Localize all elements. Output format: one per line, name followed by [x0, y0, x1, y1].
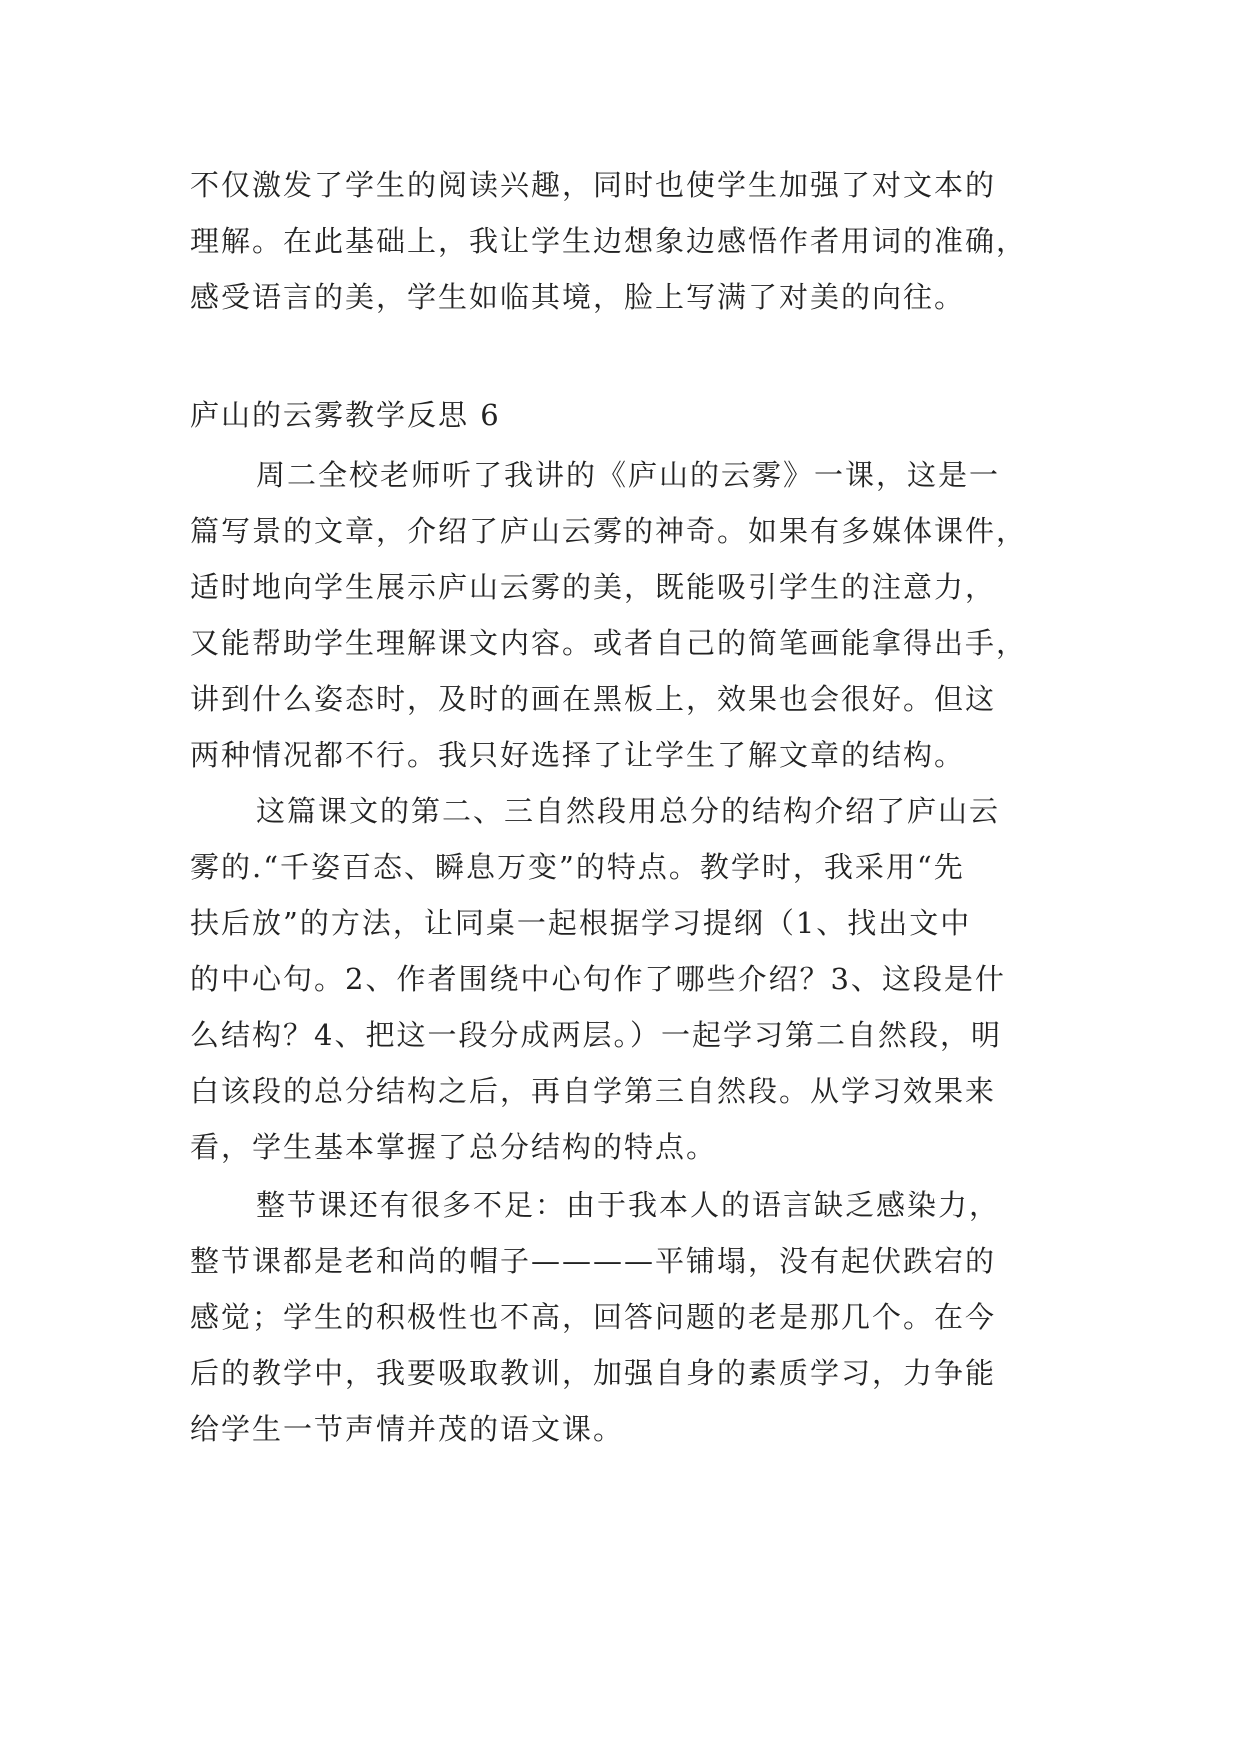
body-text-line: 扶后放”的方法，让同桌一起根据学习提纲（1、找出文中 [190, 906, 972, 940]
body-text-line: 给学生一节声情并茂的语文课。 [190, 1412, 625, 1446]
body-text-line: 白该段的总分结构之后，再自学第三自然段。从学习效果来 [190, 1074, 997, 1108]
body-text-line: 不仅激发了学生的阅读兴趣，同时也使学生加强了对文本的 [190, 168, 997, 202]
body-text-line: 讲到什么姿态时，及时的画在黑板上，效果也会很好。但这 [190, 682, 997, 716]
body-text-line: 又能帮助学生理解课文内容。或者自己的简笔画能拿得出手， [190, 626, 1028, 660]
body-text-line: 整节课还有很多不足：由于我本人的语言缺乏感染力， [256, 1188, 1001, 1222]
body-text-line: 这篇课文的第二、三自然段用总分的结构介绍了庐山云 [256, 794, 1001, 828]
body-text-line: 周二全校老师听了我讲的《庐山的云雾》一课，这是一 [256, 458, 1001, 492]
body-text-line: 两种情况都不行。我只好选择了让学生了解文章的结构。 [190, 738, 966, 772]
body-text-line: 感觉；学生的积极性也不高，回答问题的老是那几个。在今 [190, 1300, 997, 1334]
section-title: 庐山的云雾教学反思 6 [190, 398, 501, 432]
body-text-line: 整节课都是老和尚的帽子————平铺塌，没有起伏跌宕的 [190, 1244, 997, 1278]
body-text-line: 么结构？4、把这一段分成两层。）一起学习第二自然段，明 [190, 1018, 1002, 1052]
body-text-line: 感受语言的美，学生如临其境，脸上写满了对美的向往。 [190, 280, 966, 314]
body-text-line: 的中心句。2、作者围绕中心句作了哪些介绍？3、这段是什 [190, 962, 1006, 996]
body-text-line: 适时地向学生展示庐山云雾的美，既能吸引学生的注意力， [190, 570, 997, 604]
body-text-line: 看，学生基本掌握了总分结构的特点。 [190, 1130, 718, 1164]
body-text-line: 后的教学中，我要吸取教训，加强自身的素质学习，力争能 [190, 1356, 997, 1390]
body-text-line: 理解。在此基础上，我让学生边想象边感悟作者用词的准确， [190, 224, 1028, 258]
body-text-line: 篇写景的文章，介绍了庐山云雾的神奇。如果有多媒体课件， [190, 514, 1028, 548]
body-text-line: 雾的.“千姿百态、瞬息万变”的特点。教学时，我采用“先 [190, 850, 965, 884]
